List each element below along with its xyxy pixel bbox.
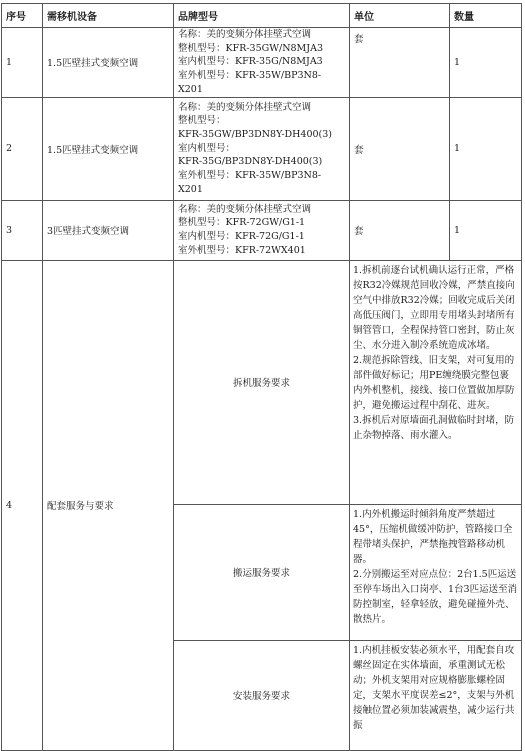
row-model — [174, 200, 350, 260]
header-device: 需移机设备 — [43, 4, 174, 28]
table-header-row — [2, 4, 522, 28]
header-model: 品牌型号 — [174, 4, 350, 28]
row-no: 3 — [2, 200, 43, 260]
service-paragraph: 1.拆机前逐台试机确认运行正常，严格按R32冷媒规范回收冷媒，严禁直接向空气中排放R32冷媒；回收完成后关闭高低压阀门，立即用专用堵头封堵所有铜管管口，全程保持管口密封，防止灰尘、水分进入制冷系统造成冰堵。 — [353, 264, 515, 351]
model-line: 名称：美的变频分体挂壁式空调 — [178, 203, 312, 215]
row-no: 1 — [2, 28, 43, 98]
service-name-dismantle: 拆机服务要求 — [174, 260, 350, 504]
model-line: 室内机型号： — [178, 142, 236, 154]
equipment-table — [1, 3, 522, 751]
service-text-install — [350, 640, 522, 750]
row-device: 1.5匹壁挂式变频空调 — [43, 97, 174, 200]
service-name-install: 安装服务要求 — [174, 640, 350, 750]
model-line: 室内机型号：KFR-35G/N8MJA3 — [178, 56, 323, 68]
model-line: 室外机型号：KFR-35W/BP3N8-X201 — [178, 70, 322, 95]
row-model — [174, 97, 350, 200]
service-paragraph: 1.内外机搬运时倾斜角度严禁超过45°，压缩机做缓冲防护，管路接口全程带堵头保护，严禁拖拽管路移动机器。 — [353, 508, 513, 565]
row-qty: 1 — [450, 200, 522, 260]
row-unit: 套 — [350, 200, 450, 260]
row-unit: 套 — [350, 28, 450, 98]
header-unit: 单位 — [350, 4, 450, 28]
model-line: 整机型号：KFR-35GW/N8MJA3 — [178, 42, 323, 54]
row-device: 3匹壁挂式变频空调 — [43, 200, 174, 260]
model-line: 室外机型号：KFR-35W/BP3N8-X201 — [178, 170, 322, 195]
service-text-transport — [350, 504, 522, 640]
table-row — [2, 260, 522, 504]
model-line: KFR-35GW/BP3DN8Y-DH400(3) — [178, 128, 333, 140]
header-qty: 数量 — [450, 4, 522, 28]
model-line: 室外机型号：KFR-72WX401 — [178, 244, 306, 256]
service-paragraph: 2.规范拆除管线、旧支架，对可复用的部件做好标记；用PE缠绕膜完整包裹内外机整机，接线、接口位置做加厚防护，避免搬运过程中刮花、进灰。 — [353, 354, 515, 411]
row-no: 2 — [2, 97, 43, 200]
service-paragraph: 1.内机挂板安装必须水平，用配套自攻螺丝固定在实体墙面，承重测试无松动；外机支架用对应规格膨胀螺栓固定，支架水平度误差≤2°，支架与外机接触位置必须加装减震垫，减少运行共振 — [353, 644, 515, 731]
model-line: 室内机型号：KFR-72G/G1-1 — [178, 231, 305, 243]
row-device: 1.5匹壁挂式变频空调 — [43, 28, 174, 98]
row-model — [174, 28, 350, 98]
service-paragraph: 2.分别搬运至对应点位：2台1.5匹运送至停车场出入口岗亭、1台3匹运送至消防控制室，轻拿轻放，避免碰撞外壳、散热片。 — [353, 568, 518, 625]
model-line: KFR-35G/BP3DN8Y-DH400(3) — [178, 156, 323, 168]
row-qty: 1 — [450, 97, 522, 200]
service-text-dismantle — [350, 260, 522, 504]
row-device: 配套服务与要求 — [43, 260, 174, 750]
row-unit: 套 — [350, 97, 450, 200]
row-qty: 1 — [450, 28, 522, 98]
model-line: 整机型号：KFR-72GW/G1-1 — [178, 217, 306, 229]
model-line: 名称：美的变频分体挂壁式空调 — [178, 29, 312, 40]
model-line: 名称：美的变频分体挂壁式空调 — [178, 101, 312, 113]
service-name-transport: 搬运服务要求 — [174, 504, 350, 640]
row-no: 4 — [2, 260, 43, 750]
header-no: 序号 — [2, 4, 43, 28]
model-line: 整机型号： — [178, 115, 226, 127]
table-row — [2, 28, 522, 98]
table-row — [2, 200, 522, 260]
service-paragraph: 3.拆机后对原墙面孔洞做临时封堵，防止杂物掉落、雨水灌入。 — [353, 414, 515, 441]
table-row — [2, 97, 522, 200]
